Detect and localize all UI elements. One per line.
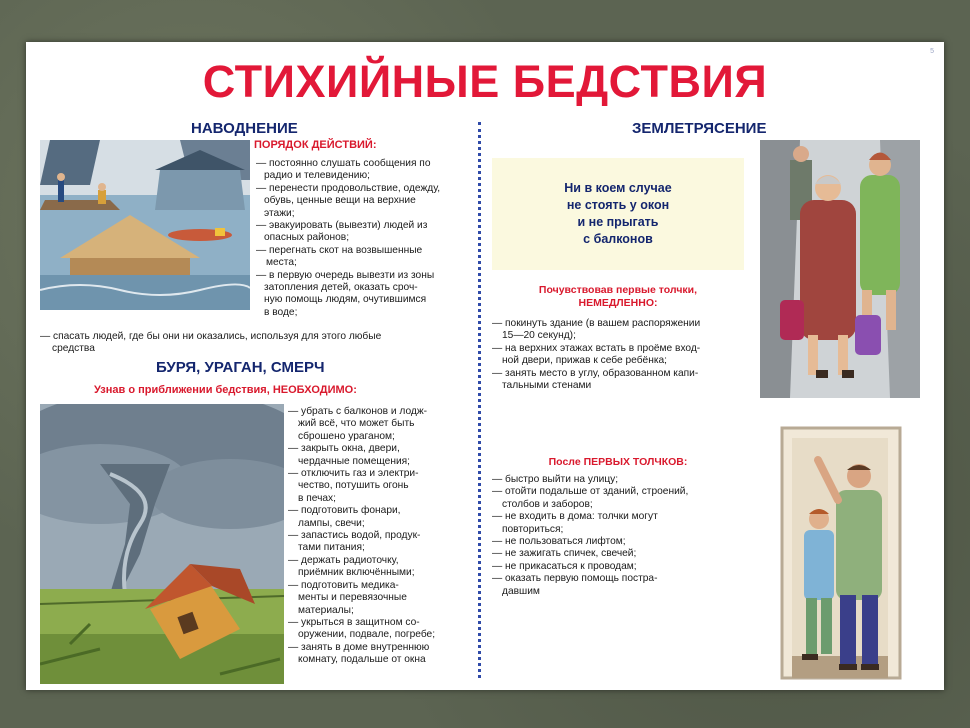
callout-line: и не прыгать: [577, 215, 659, 229]
storm-line: оружении, подвале, погребе;: [298, 629, 436, 641]
after-line: столбов и заборов;: [502, 498, 593, 510]
column-divider: [478, 122, 481, 678]
storm-line: — убрать с балконов и лодж-: [288, 406, 428, 417]
after-line: — не входить в дома: толчки могут: [492, 511, 658, 523]
after-shocks-heading: После ПЕРВЫХ ТОЛЧКОВ:: [548, 456, 688, 468]
storm-heading: БУРЯ, УРАГАН, СМЕРЧ: [156, 359, 325, 376]
storm-line: менты и перевязочные: [298, 592, 407, 604]
first-shocks-line: — покинуть здание (в вашем распоряжении: [492, 318, 701, 329]
hurricane-illustration: [40, 404, 284, 684]
flood-illustration: [40, 140, 250, 310]
storm-line: тами питания;: [298, 542, 365, 554]
flood-wide-instructions: [40, 331, 470, 356]
storm-line: — запастись водой, продук-: [288, 530, 421, 542]
doorway-illustration: [746, 420, 920, 682]
after-line: давшим: [502, 585, 540, 597]
after-line: — быстро выйти на улицу;: [492, 474, 619, 485]
after-shocks-instructions: [492, 474, 752, 598]
storm-subheading: Узнав о приближении бедствия, НЕОБХОДИМО:: [94, 384, 357, 396]
storm-line: чердачные помещения;: [298, 455, 410, 467]
storm-instructions: [288, 406, 478, 667]
storm-line: сброшено ураганом;: [298, 430, 395, 442]
first-shocks-heading-line: НЕМЕДЛЕННО:: [578, 297, 658, 309]
storm-line: комнату, подальше от окна: [298, 654, 426, 666]
flood-wide-line: — спасать людей, где бы они ни оказались, используя для этого любые: [40, 331, 382, 342]
storm-line: жий всё, что может быть: [298, 418, 415, 430]
storm-line: — занять в доме внутреннюю: [288, 641, 430, 653]
first-shocks-heading-line: Почувствовав первые толчки,: [538, 284, 698, 296]
flood-line: — перенести продовольствие, одежду,: [256, 182, 441, 194]
earthquake-heading: ЗЕМЛЕТРЯСЕНИЕ: [632, 120, 767, 137]
flood-line: ную помощь людям, очутившимся: [264, 294, 427, 306]
storm-line: материалы;: [298, 604, 354, 616]
flood-line: радио и телевидению;: [264, 170, 370, 182]
flood-line: опасных районов;: [264, 232, 350, 244]
first-shocks-heading: [492, 284, 744, 310]
flood-subheading: ПОРЯДОК ДЕЙСТВИЙ:: [254, 139, 377, 151]
after-line: — оказать первую помощь постра-: [492, 573, 658, 585]
flood-heading: НАВОДНЕНИЕ: [191, 120, 298, 137]
flood-line: этажи;: [264, 207, 295, 219]
callout-line: не стоять у окон: [566, 198, 670, 212]
after-line: — не прикасаться к проводам;: [492, 560, 637, 572]
storm-line: лампы, свечи;: [298, 517, 365, 529]
flood-line: обувь, ценные вещи на верхние: [264, 195, 416, 207]
first-shocks-line: тальными стенами: [502, 380, 592, 392]
first-shocks-line: ной двери, прижав к себе ребёнка;: [502, 355, 668, 367]
after-line: повториться;: [502, 523, 564, 535]
storm-line: — держать радиоточку,: [288, 554, 399, 566]
flood-wide-line: средства: [52, 343, 95, 355]
first-shocks-line: 15—20 секунд);: [502, 330, 576, 342]
flood-line: места;: [266, 257, 297, 269]
first-shocks-line: — на верхних этажах встать в проёме вход-: [492, 342, 701, 354]
flood-line: затопления детей, оказать сроч-: [264, 282, 418, 294]
storm-line: — отключить газ и электри-: [288, 468, 419, 480]
after-line: — не пользоваться лифтом;: [492, 536, 626, 548]
storm-line: — подготовить фонари,: [288, 505, 401, 517]
callout-line: с балконов: [583, 232, 653, 246]
after-line: — отойти подальше от зданий, строений,: [492, 486, 689, 498]
flood-line: — в первую очередь вывезти из зоны: [256, 269, 435, 281]
warning-callout: [492, 158, 744, 270]
storm-line: — укрыться в защитном со-: [288, 616, 420, 628]
storm-line: в печах;: [298, 492, 336, 504]
flood-instructions: [256, 158, 476, 319]
page-number: 5: [930, 48, 934, 55]
storm-line: — закрыть окна, двери,: [288, 443, 400, 455]
flood-line: — перегнать скот на возвышенные: [256, 244, 423, 256]
flood-line: — постоянно слушать сообщения по: [256, 158, 431, 169]
first-shocks-line: — занять место в углу, образованном капи-: [492, 367, 699, 379]
callout-line: Ни в коем случае: [564, 181, 672, 195]
storm-line: приёмник включёнными;: [298, 567, 415, 579]
flood-line: — эвакуировать (вывезти) людей из: [256, 220, 428, 232]
storm-line: чество, потушить огонь: [298, 480, 409, 492]
evacuation-illustration: [760, 140, 920, 398]
first-shocks-instructions: [492, 318, 762, 392]
storm-line: — подготовить медика-: [288, 579, 399, 591]
poster: [26, 42, 944, 690]
poster-title: СТИХИЙНЫЕ БЕДСТВИЯ: [202, 56, 768, 107]
flood-line: в воде;: [264, 306, 298, 318]
after-line: — не зажигать спичек, свечей;: [492, 548, 637, 560]
